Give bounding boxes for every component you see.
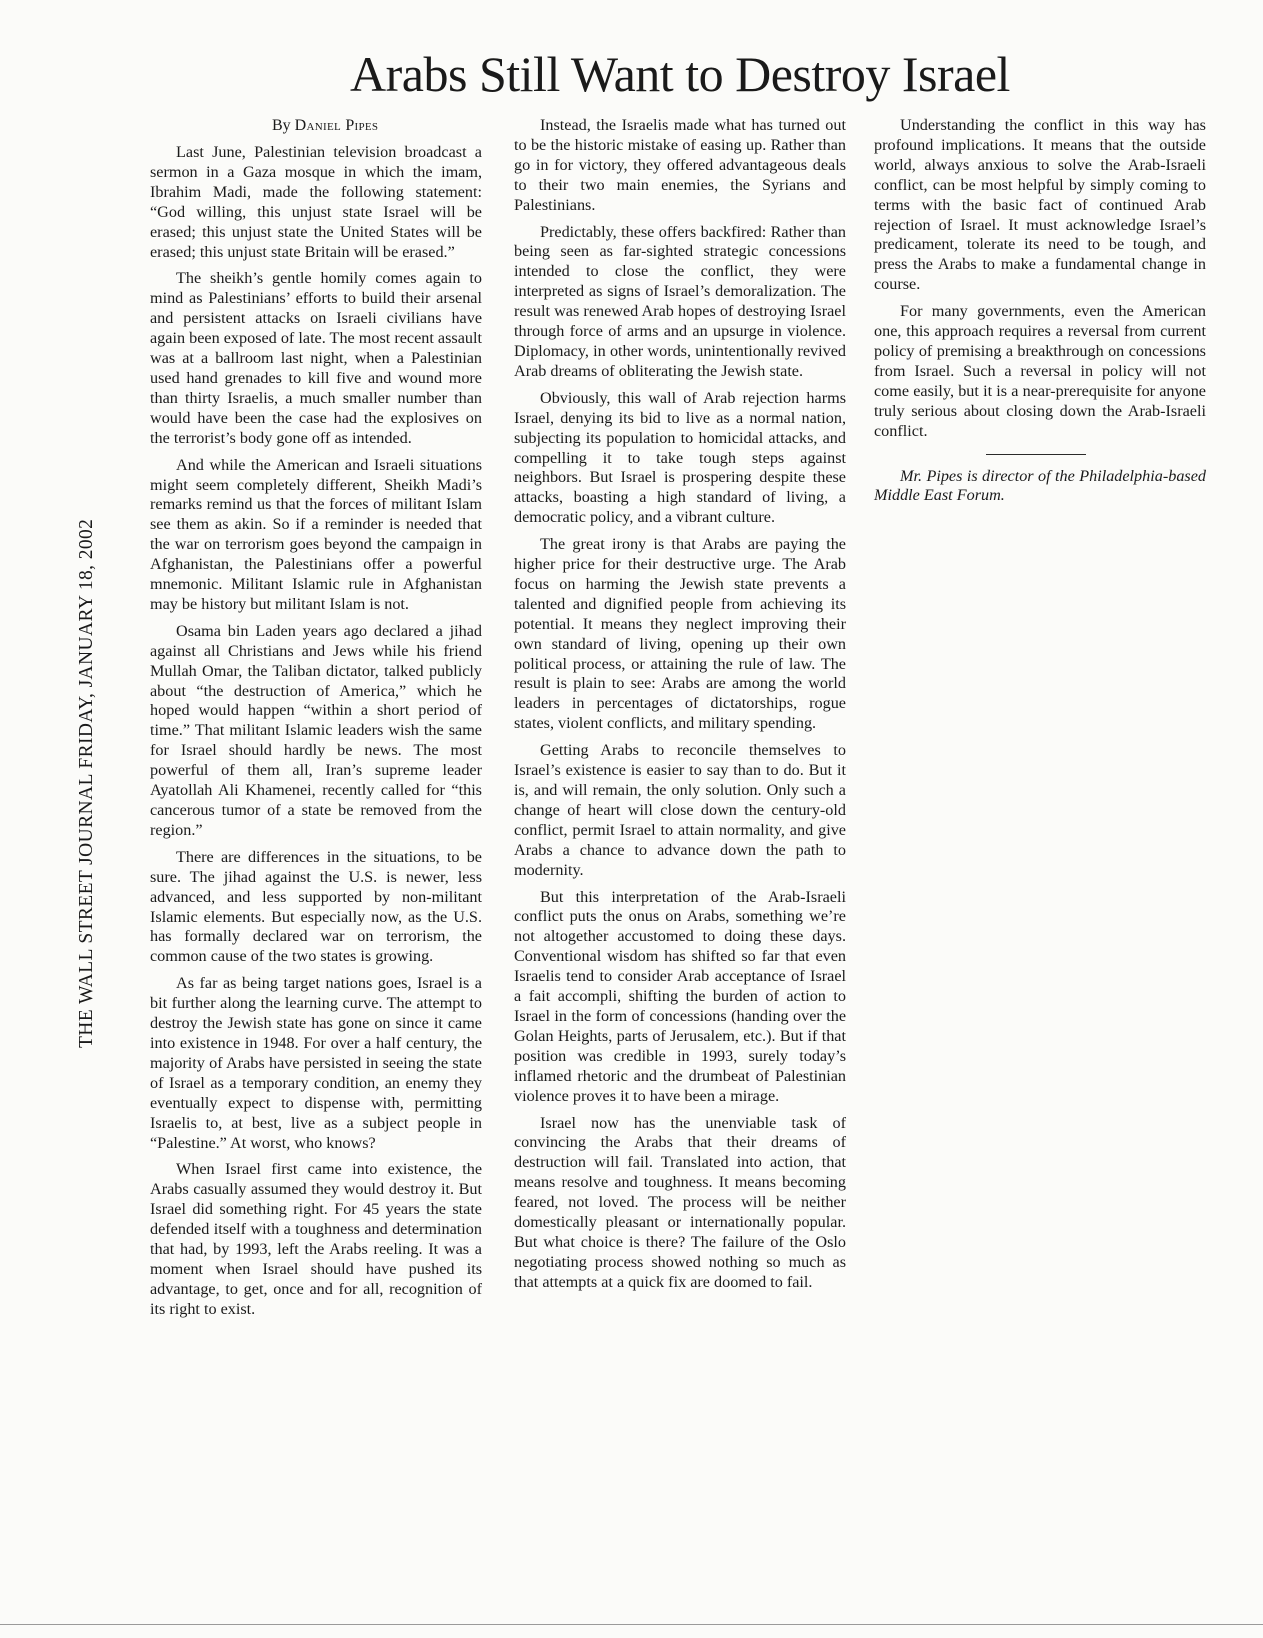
article-column-1	[150, 116, 482, 1327]
paragraph: Israel now has the unenviable task of convincing the Arabs that their dreams of destruction will fail. Translated into action, that means resolve and toughness. It means becoming feared, not loved. The process will be neither domestically pleasant or internationally popular. But what choice is there? The failure of the Oslo negotiating process showed nothing so much as that attempts at a quick fix are doomed to fail.	[514, 1113, 846, 1291]
byline	[150, 116, 482, 136]
paragraph: As far as being target nations goes, Israel is a bit further along the learning curve. The attempt to destroy the Jewish state has gone on since it came into existence in 1948. For over a half century, the majority of Arabs have persisted in seeing the state of Israel as a temporary condition, an enemy they eventually expect to dispense with, permitting Israelis to, at best, live as a subject people in “Palestine.” At worst, who knows?	[150, 974, 482, 1152]
paragraph: And while the American and Israeli situations might seem completely different, Sheikh Madi’s remarks remind us that the forces of militant Islam see them as akin. So if a reminder is needed that the war on terrorism goes beyond the campaign in Afghanistan, the Palestinians offer a powerful mnemonic. Militant Islamic rule in Afghanistan may be history but militant Islam is not.	[150, 455, 482, 613]
author-bio: Mr. Pipes is director of the Philadelphia-based Middle East Forum.	[874, 466, 1206, 505]
paragraph: But this interpretation of the Arab-Israeli conflict puts the onus on Arabs, something we’re not altogether accustomed to doing these days. Conventional wisdom has shifted so far that even Israelis tend to consider Arab acceptance of Israel a fait accompli, shifting the burden of action to Israel in the form of concessions (handing over the Golan Heights, parts of Jerusalem, etc.). But if that position was credible in 1993, surely today’s inflamed rhetoric and the drumbeat of Palestinian violence proves it to have been a mirage.	[514, 887, 846, 1105]
paragraph: When Israel first came into existence, the Arabs casually assumed they would destroy it. But Israel did something right. For 45 years the state defended itself with a toughness and determination that had, by 1993, left the Arabs reeling. It was a moment when Israel should have pushed its advantage, to get, once and for all, recognition of its right to exist.	[150, 1160, 482, 1318]
paragraph: Getting Arabs to reconcile themselves to Israel’s existence is easier to say than to do. But it is, and will remain, the only solution. Only such a change of heart will close down the century-old conflict, permit Israel to attain normality, and give Arabs a chance to advance down the path to modernity.	[514, 741, 846, 879]
divider-rule	[986, 454, 1086, 455]
paragraph: Understanding the conflict in this way has profound implications. It means that the outside world, always anxious to solve the Arab-Israeli conflict, can be most helpful by simply coming to terms with the basic fact of continued Arab rejection of Israel. It must acknowledge Israel’s predicament, tolerate its need to be tough, and press the Arabs to make a fundamental change in course.	[874, 116, 1206, 294]
paragraph: There are differences in the situations, to be sure. The jihad against the U.S. is newer, less advanced, and less supported by non-militant Islamic elements. But especially now, as the U.S. has formally declared war on terrorism, the common cause of the two states is growing.	[150, 847, 482, 966]
author-name: Daniel Pipes	[294, 117, 379, 134]
paragraph: Obviously, this wall of Arab rejection harms Israel, denying its bid to live as a normal nation, subjecting its population to homicidal attacks, and compelling it to take tough steps against neighbors. But Israel is prospering despite these attacks, boasting a high standard of living, a democratic policy, and a vibrant culture.	[514, 388, 846, 527]
paragraph: Last June, Palestinian television broadcast a sermon in a Gaza mosque in which the imam, Ibrahim Madi, made the following statement: “God willing, this unjust state Israel will be erased; this unjust state the United States will be erased; this unjust state Britain will be erased.”	[150, 143, 482, 261]
headline: Arabs Still Want to Destroy Israel	[350, 46, 1010, 102]
paragraph: Predictably, these offers backfired: Rather than being seen as far-sighted strategic concessions intended to close the conflict, they were interpreted as signs of Israel’s demoralization. The result was renewed Arab hopes of destroying Israel through force of arms and an upsurge in violence. Diplomacy, in other words, unintentionally revived Arab dreams of obliterating the Jewish state.	[514, 222, 846, 380]
article-column-2	[514, 116, 846, 1300]
article-column-3	[874, 116, 1206, 513]
page-bottom-rule	[0, 1624, 1263, 1625]
byline-prefix: By	[272, 117, 291, 134]
paragraph: Instead, the Israelis made what has turned out to be the historic mistake of easing up. Rather than go in for victory, they offered advantageous deals to their two main enemies, the Syrians and Palestinians.	[514, 116, 846, 214]
paragraph: The sheikh’s gentle homily comes again to mind as Palestinians’ efforts to build their arsenal and persistent attacks on Israeli civilians have again been exposed of late. The most recent assault was at a ballroom last night, when a Palestinian used hand grenades to kill five and wound more than thirty Israelis, a much smaller number than would have been the case had the explosives on the terrorist’s body gone off as intended.	[150, 269, 482, 447]
paragraph: For many governments, even the American one, this approach requires a reversal from current policy of premising a breakthrough on concessions from Israel. Such a reversal in policy will not come easily, but it is a near-prerequisite for anyone truly serious about closing down the Arab-Israeli conflict.	[874, 302, 1206, 440]
paragraph: The great irony is that Arabs are paying the higher price for their destructive urge. The Arab focus on harming the Jewish state prevents a talented and dignified people from achieving its potential. It means they neglect improving their own standard of living, opening up their own political process, or attaining the rule of law. The result is plain to see: Arabs are among the world leaders in percentages of dictatorships, rogue states, violent conflicts, and military spending.	[514, 535, 846, 733]
publication-date-label: THE WALL STREET JOURNAL FRIDAY, JANUARY 18, 2002	[76, 518, 97, 1048]
paragraph: Osama bin Laden years ago declared a jihad against all Christians and Jews while his friend Mullah Omar, the Taliban dictator, talked publicly about “the destruction of America,” which he hoped would happen “within a short period of time.” That militant Islamic leaders wish the same for Israel should hardly be news. The most powerful of them all, Iran’s supreme leader Ayatollah Ali Khamenei, recently called for “this cancerous tumor of a state be removed from the region.”	[150, 621, 482, 839]
